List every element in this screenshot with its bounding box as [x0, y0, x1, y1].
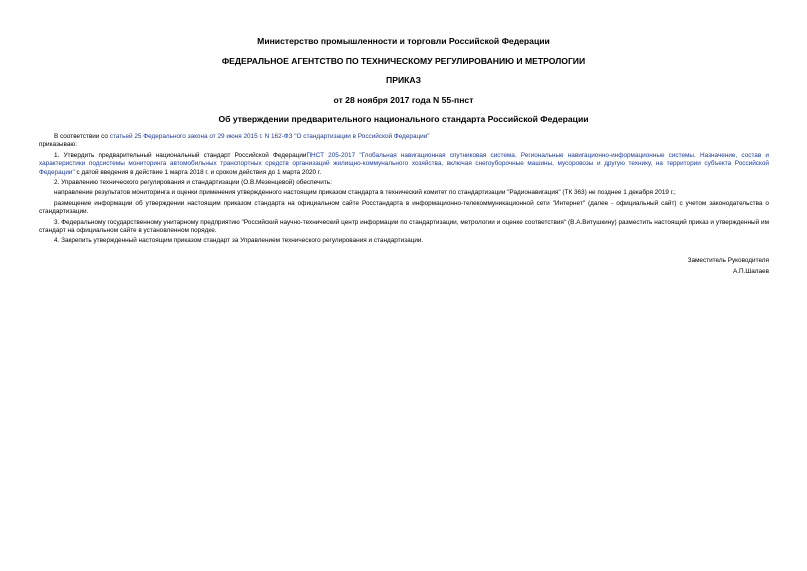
item-4: 4. Закрепить утвержденный настоящим приказом стандарт за Управлением технического регулирования и стандартизации. [54, 237, 424, 245]
order-word: приказываю: [39, 141, 77, 149]
preamble-text: В соответствии со [54, 133, 110, 140]
standard-link[interactable]: ПНСТ 205-2017 "Глобальная навигационная спутниковая система. Региональные навигационно-информационные системы. Назначение, состав и характеристики подсистемы мониторинга автомобильных транспортных средств организаций жилищно-коммунального хозяйства, включая снегоуборочные машины, мусоровозы и другую технику, на территории субъекта Российской Федерации" [39, 151, 769, 176]
item-1-text: 1. Утвердить предварительный национальный стандарт Российской Федерации [54, 151, 307, 159]
signatory-position: Заместитель Руководителя [687, 257, 769, 264]
agency-heading: ФЕДЕРАЛЬНОЕ АГЕНТСТВО ПО ТЕХНИЧЕСКОМУ РЕГУЛИРОВАНИЮ И МЕТРОЛОГИИ [221, 56, 586, 66]
item-2-subitem-b: размещение информации об утверждении настоящим приказом стандарта на официальном сайте Росстандарта в информационно-телекоммуникационной сети "Интернет" (далее - официальный сайт) с учетом законодательства о стандартизации. [39, 199, 769, 216]
item-1-dates: с датой введения в действие 1 марта 2018 г. и сроком действия до 1 марта 2020 г. [74, 168, 322, 176]
item-3: 3. Федеральному государственному унитарному предприятию "Российский научно-технический центр информации по стандартизации, метрологии и оценке соответствия" (В.А.Витушкину) разместить настоящий приказ и утвержденный им стандарт на официальном сайте в установленном порядке. [39, 218, 769, 235]
subject-heading: Об утверждении предварительного национального стандарта Российской Федерации [218, 114, 589, 124]
law-link[interactable]: статьей 25 Федерального закона от 29 июня 2015 г. N 162-ФЗ "О стандартизации в Российской Федерации" [109, 133, 430, 140]
doc-type-heading: ПРИКАЗ [386, 75, 421, 85]
preamble-paragraph [39, 133, 769, 141]
item-2-subitem-a: направление результатов мониторинга и оценки применения утвержденного настоящим приказом стандарта в технический комитет по стандартизации "Радионавигация" (ТК 363) не позднее 1 декабря 2019 г.; [54, 189, 676, 197]
item-2: 2. Управлению технического регулирования и стандартизации (О.В.Мезенцевой) обеспечить: [54, 179, 332, 187]
date-number-heading: от 28 ноября 2017 года N 55-пнст [333, 95, 474, 105]
signatory-name: А.П.Шалаев [732, 268, 769, 275]
item-1 [39, 152, 769, 177]
order-body [39, 133, 769, 246]
ministry-heading: Министерство промышленности и торговли Российской Федерации [257, 36, 550, 46]
